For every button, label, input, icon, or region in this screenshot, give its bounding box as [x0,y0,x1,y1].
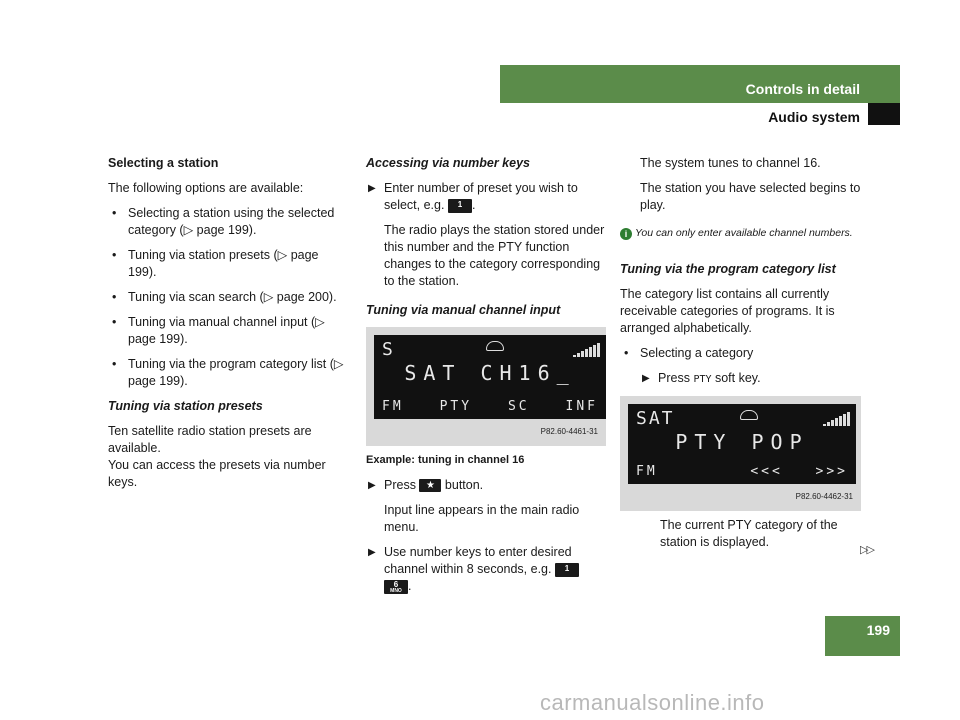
section-title: Controls in detail [745,81,860,97]
figure-caption: Example: tuning in channel 16 [366,454,525,466]
display-softkeys [636,463,848,480]
column-2 [366,155,606,603]
softkey-label: <<< [750,464,783,479]
step-press-star [366,477,606,494]
play-result: The station you have selected begins to play. [640,181,861,212]
category-text: The category list contains all currently receivable categories of programs. It is arranged alphabetically. [620,287,835,335]
presets-text-2: You can access the presets via number keys. [108,458,326,489]
watermark: carmanualsonline.info [540,690,765,715]
signal-strength-icon [823,412,850,426]
key-6-digit: 6 [393,579,399,589]
subsection-header [500,103,900,125]
radio-display-figure [620,396,861,511]
thumb-tab [868,103,900,125]
step-enter-preset [366,180,606,214]
softkey-label: FM [636,464,658,479]
step-arrow-icon: ▶ [642,373,650,384]
radio-display [374,335,606,419]
softkey-label: >>> [815,464,848,479]
info-note [620,226,865,241]
softkey-label: INF [565,399,598,414]
step-text-end: button. [441,478,484,492]
heading-number-keys: Accessing via number keys [366,156,530,170]
softkey-label: FM [382,399,404,414]
heading-station-presets: Tuning via station presets [108,399,263,413]
list-item: • Tuning via scan search (▷ page 200). [108,289,348,306]
step-enter-channel [366,544,606,595]
heading-selecting-station: Selecting a station [108,156,219,170]
step-text: Enter number of preset you wish to select, e.g. [384,181,578,212]
step-text-end: . [408,579,412,593]
figure-code: P82.60-4462-31 [795,492,853,501]
step-result: The radio plays the station stored under this number and the PTY function changes to the category corresponding to the station. [384,223,605,288]
pty-key-label: PTY [693,374,712,385]
list-item: • Tuning via manual channel input (▷ page 199). [108,314,348,348]
phone-icon [486,341,504,351]
page-number-box [825,616,900,656]
step-text: Press [384,478,420,492]
step-arrow-icon: ▶ [368,183,376,194]
display-top-left: SAT [636,408,675,429]
key-1-icon: 1 [448,199,472,213]
column-1 [108,155,348,499]
display-top-left: S [382,339,395,360]
key-6-icon [384,580,408,594]
list-item: • Selecting a station using the selected category (▷ page 199). [108,205,348,239]
page-number: 199 [866,622,890,638]
heading-category-list: Tuning via the program category list [620,262,836,276]
figure-code: P82.60-4461-31 [540,427,598,436]
continued-icon: ▷▷ [860,544,873,556]
info-icon: i [620,228,632,240]
signal-strength-icon [573,343,600,357]
list-item: • Tuning via station presets (▷ page 199). [108,247,348,281]
intro-text: The following options are available: [108,181,304,195]
note-text: You can only enter available channel numbers. [635,227,853,239]
section-header [500,65,900,103]
list-item: • Tuning via the program category list (▷ page 199). [108,356,348,390]
step-arrow-icon: ▶ [368,547,376,558]
key-1-icon: 1 [555,563,579,577]
category-result: The current PTY category of the station is displayed. [660,518,838,549]
softkey-label: SC [507,399,530,414]
display-main-text: SAT CH16_ [404,361,576,385]
radio-display-figure [366,327,606,446]
heading-manual-input: Tuning via manual channel input [366,303,561,317]
list-item: • Selecting a category [620,345,865,362]
step-text: Use number keys to enter desired channel within 8 seconds, e.g. [384,545,572,576]
presets-text [108,423,348,491]
column-3 [620,155,865,559]
phone-icon [740,410,758,420]
step-press-pty [640,370,865,388]
presets-text-1: Ten satellite radio station presets are available. [108,424,312,455]
step-result: Input line appears in the main radio menu. [384,503,580,534]
step-text-end: soft key. [711,371,761,385]
subsection-title: Audio system [768,109,860,125]
step-text: Press [658,371,694,385]
softkey-label: PTY [439,399,473,414]
display-softkeys [382,398,598,415]
tune-result: The system tunes to channel 16. [640,156,821,170]
star-key-icon: ★ [419,479,441,492]
step-text-end: . [471,198,476,212]
radio-display [628,404,856,484]
display-main-text: PTY POP [675,430,809,454]
key-6-letters: MNO [390,587,402,594]
step-arrow-icon: ▶ [368,480,376,491]
